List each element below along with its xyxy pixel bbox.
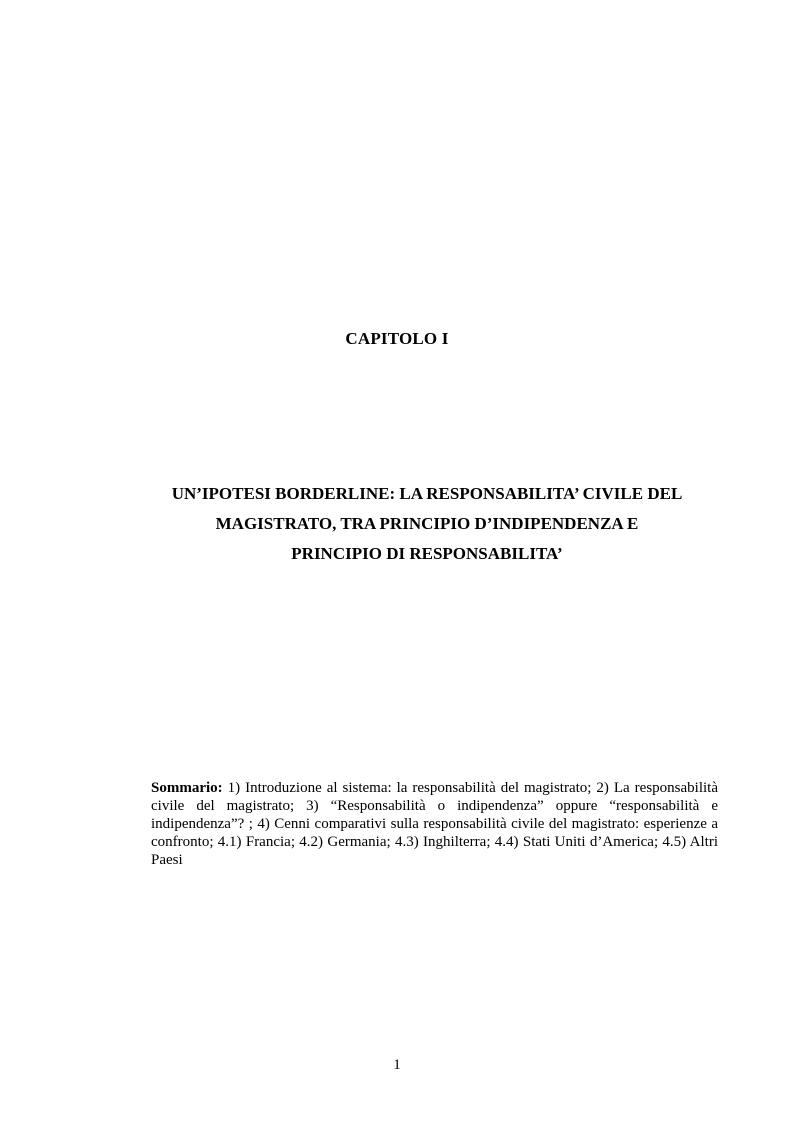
summary-label: Sommario: — [151, 780, 223, 796]
chapter-title — [140, 479, 714, 569]
summary-paragraph — [151, 779, 718, 869]
page-number: 1 — [393, 1057, 401, 1073]
chapter-label: CAPITOLO I — [345, 329, 449, 348]
summary-text: 1) Introduzione al sistema: la responsabilità del magistrato; 2) La responsabilità civile del magistrato; 3) “Responsabilità o indipendenza” oppure “responsabilità e indipendenza”? ; 4) Cenni comparativi sulla responsabilità civile del magistrato: esperienze a confronto; 4.1) Francia; 4.2) Germania; 4.3) Inghilterra; 4.4) Stati Uniti d’America; 4.5) Altri Paesi — [151, 780, 718, 868]
chapter-title-line: UN’IPOTESI BORDERLINE: LA RESPONSABILITA’ CIVILE DEL — [171, 484, 683, 503]
chapter-title-line: PRINCIPIO DI RESPONSABILITA’ — [291, 544, 563, 563]
chapter-title-line: MAGISTRATO, TRA PRINCIPIO D’INDIPENDENZA E — [215, 514, 639, 533]
